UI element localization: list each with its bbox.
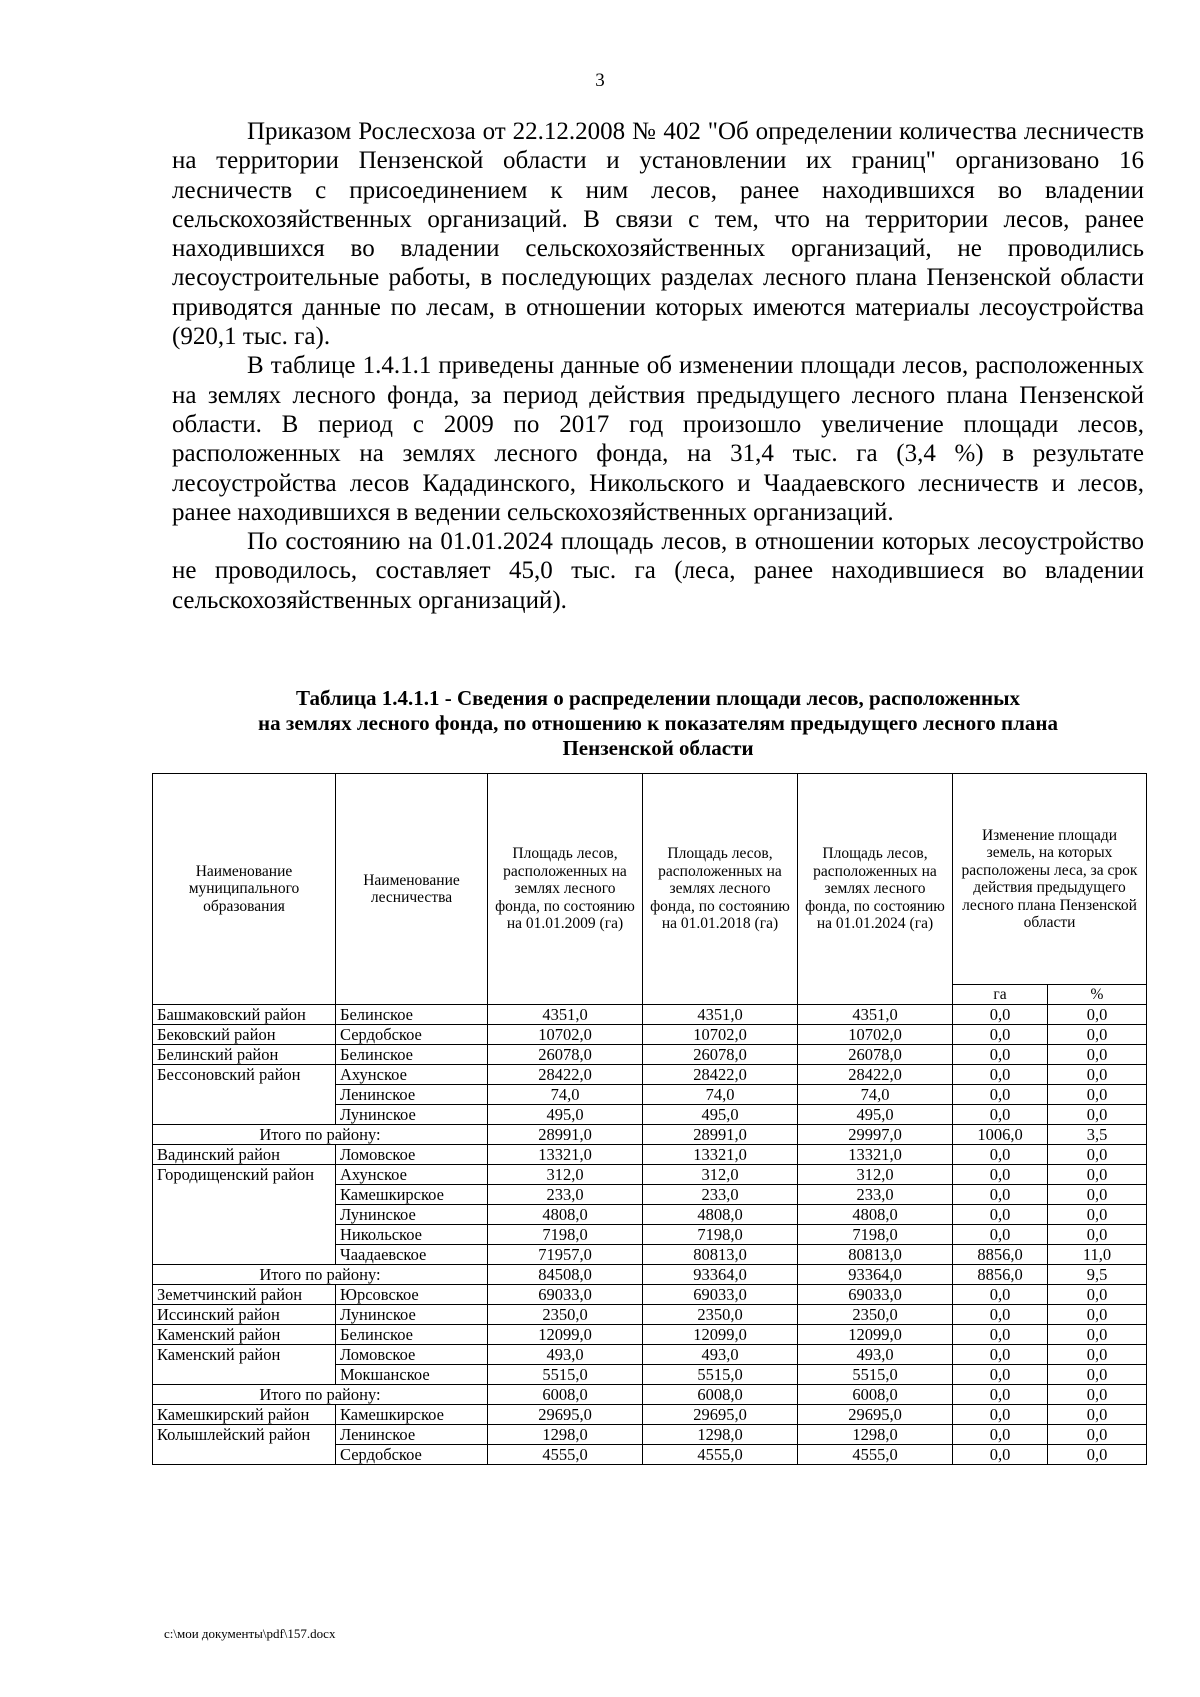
area-2024-cell: 312,0 (798, 1165, 953, 1185)
forestry-cell: Лунинское (336, 1305, 488, 1325)
change-ha-cell: 0,0 (953, 1165, 1048, 1185)
change-pct-cell: 0,0 (1048, 1185, 1147, 1205)
change-pct-cell: 0,0 (1048, 1385, 1147, 1405)
area-2018-cell: 13321,0 (643, 1145, 798, 1165)
change-ha-cell: 0,0 (953, 1425, 1048, 1445)
municipality-cell: Белинский район (153, 1045, 336, 1065)
area-2018-cell: 7198,0 (643, 1225, 798, 1245)
area-2009-cell: 2350,0 (488, 1305, 643, 1325)
area-2024-cell: 4808,0 (798, 1205, 953, 1225)
forestry-cell: Сердобское (336, 1025, 488, 1045)
forestry-cell: Белинское (336, 1325, 488, 1345)
change-pct-cell: 0,0 (1048, 1345, 1147, 1365)
area-2018-cell: 93364,0 (643, 1265, 798, 1285)
table-row (153, 1165, 1147, 1185)
header-change: Изменение площади земель, на которых расположены леса, за срок действия предыдущего лесного плана Пензенской области (953, 774, 1147, 985)
forestry-cell: Камешкирское (336, 1185, 488, 1205)
area-2024-cell: 7198,0 (798, 1225, 953, 1245)
area-2009-cell: 495,0 (488, 1105, 643, 1125)
change-ha-cell: 0,0 (953, 1065, 1048, 1085)
forestry-cell: Ломовское (336, 1345, 488, 1365)
area-2018-cell: 80813,0 (643, 1245, 798, 1265)
area-2024-cell: 5515,0 (798, 1365, 953, 1385)
change-pct-cell: 0,0 (1048, 1205, 1147, 1225)
table-row (153, 1285, 1147, 1305)
table-caption-line: на землях лесного фонда, по отношению к показателям предыдущего лесного плана (258, 711, 1058, 735)
area-2018-cell: 10702,0 (643, 1025, 798, 1045)
table-body (153, 1005, 1147, 1465)
change-pct-cell: 0,0 (1048, 1005, 1147, 1025)
paragraph-1: Приказом Рослесхоза от 22.12.2008 № 402 "Об определении количества лесничеств на территории Пензенской области и установлении их границ" организовано 16 лесничеств с присоединением к ним лесов, ранее находившихся во владении сельскохозяйственных организаций. В связи с тем, что на территории лесов, ранее находившихся во владении сельскохозяйственных организаций, не проводились лесоустроительные работы, в последующих разделах лесного плана Пензенской области приводятся данные по лесам, в отношении которых имеются материалы лесоустройства (920,1 тыс. га). (172, 118, 1144, 351)
change-ha-cell: 0,0 (953, 1285, 1048, 1305)
area-2024-cell: 4351,0 (798, 1005, 953, 1025)
table-total-row (153, 1265, 1147, 1285)
area-2009-cell: 69033,0 (488, 1285, 643, 1305)
area-2024-cell: 93364,0 (798, 1265, 953, 1285)
forestry-cell: Лунинское (336, 1205, 488, 1225)
change-ha-cell: 0,0 (953, 1305, 1048, 1325)
forestry-cell: Белинское (336, 1045, 488, 1065)
forestry-cell: Лунинское (336, 1105, 488, 1125)
change-ha-cell: 0,0 (953, 1205, 1048, 1225)
forestry-cell: Мокшанское (336, 1365, 488, 1385)
forestry-cell: Ахунское (336, 1165, 488, 1185)
area-2024-cell: 233,0 (798, 1185, 953, 1205)
area-2018-cell: 5515,0 (643, 1365, 798, 1385)
municipality-cell: Каменский район (153, 1345, 336, 1385)
change-pct-cell: 3,5 (1048, 1125, 1147, 1145)
header-pct: % (1048, 985, 1147, 1005)
change-ha-cell: 0,0 (953, 1445, 1048, 1465)
area-2024-cell: 2350,0 (798, 1305, 953, 1325)
forestry-cell: Никольское (336, 1225, 488, 1245)
table-row (153, 1005, 1147, 1025)
change-pct-cell: 0,0 (1048, 1445, 1147, 1465)
table-caption-line: Таблица 1.4.1.1 - Сведения о распределении площади лесов, расположенных (296, 686, 1020, 710)
change-pct-cell: 0,0 (1048, 1025, 1147, 1045)
area-2024-cell: 80813,0 (798, 1245, 953, 1265)
municipality-cell: Городищенский район (153, 1165, 336, 1265)
area-2018-cell: 28422,0 (643, 1065, 798, 1085)
table-row (153, 1305, 1147, 1325)
header-area-2009: Площадь лесов, расположенных на землях лесного фонда, по состоянию на 01.01.2009 (га) (488, 774, 643, 1005)
change-ha-cell: 0,0 (953, 1405, 1048, 1425)
forestry-cell: Сердобское (336, 1445, 488, 1465)
change-ha-cell: 8856,0 (953, 1245, 1048, 1265)
area-2024-cell: 1298,0 (798, 1425, 953, 1445)
municipality-cell: Земетчинский район (153, 1285, 336, 1305)
area-2009-cell: 74,0 (488, 1085, 643, 1105)
change-pct-cell: 0,0 (1048, 1365, 1147, 1385)
forestry-cell: Ленинское (336, 1085, 488, 1105)
area-2009-cell: 493,0 (488, 1345, 643, 1365)
forestry-cell: Юрсовское (336, 1285, 488, 1305)
area-2018-cell: 4808,0 (643, 1205, 798, 1225)
forestry-cell: Ломовское (336, 1145, 488, 1165)
forestry-cell: Камешкирское (336, 1405, 488, 1425)
change-ha-cell: 0,0 (953, 1345, 1048, 1365)
change-ha-cell: 8856,0 (953, 1265, 1048, 1285)
area-2018-cell: 495,0 (643, 1105, 798, 1125)
area-2024-cell: 29997,0 (798, 1125, 953, 1145)
area-2024-cell: 13321,0 (798, 1145, 953, 1165)
area-2018-cell: 74,0 (643, 1085, 798, 1105)
area-2009-cell: 84508,0 (488, 1265, 643, 1285)
area-2009-cell: 26078,0 (488, 1045, 643, 1065)
paragraph-2: В таблице 1.4.1.1 приведены данные об изменении площади лесов, расположенных на землях лесного фонда, за период действия предыдущего лесного плана Пензенской области. В период с 2009 по 2017 год произошло увеличение площади лесов, расположенных на землях лесного фонда, на 31,4 тыс. га (3,4 %) в результате лесоустройства лесов Кададинского, Никольского и Чаадаевского лесничеств и лесов, ранее находившихся в ведении сельскохозяйственных организаций. (172, 352, 1144, 526)
municipality-cell: Каменский район (153, 1325, 336, 1345)
area-2009-cell: 10702,0 (488, 1025, 643, 1045)
table-total-row (153, 1125, 1147, 1145)
area-2018-cell: 28991,0 (643, 1125, 798, 1145)
table-row (153, 1425, 1147, 1445)
change-pct-cell: 0,0 (1048, 1325, 1147, 1345)
change-pct-cell: 0,0 (1048, 1065, 1147, 1085)
forestry-cell: Ахунское (336, 1065, 488, 1085)
area-2009-cell: 5515,0 (488, 1365, 643, 1385)
municipality-cell: Иссинский район (153, 1305, 336, 1325)
area-2009-cell: 29695,0 (488, 1405, 643, 1425)
change-ha-cell: 0,0 (953, 1005, 1048, 1025)
change-pct-cell: 11,0 (1048, 1245, 1147, 1265)
area-2024-cell: 12099,0 (798, 1325, 953, 1345)
change-ha-cell: 0,0 (953, 1225, 1048, 1245)
table-row (153, 1065, 1147, 1085)
area-2024-cell: 29695,0 (798, 1405, 953, 1425)
area-2018-cell: 4555,0 (643, 1445, 798, 1465)
area-2018-cell: 6008,0 (643, 1385, 798, 1405)
area-2009-cell: 6008,0 (488, 1385, 643, 1405)
forest-area-table (152, 773, 1147, 1465)
change-ha-cell: 0,0 (953, 1085, 1048, 1105)
area-2024-cell: 493,0 (798, 1345, 953, 1365)
table-row (153, 1325, 1147, 1345)
table-row (153, 1025, 1147, 1045)
area-2024-cell: 69033,0 (798, 1285, 953, 1305)
municipality-cell: Камешкирский район (153, 1405, 336, 1425)
area-2009-cell: 71957,0 (488, 1245, 643, 1265)
area-2009-cell: 233,0 (488, 1185, 643, 1205)
table-row (153, 1345, 1147, 1365)
header-forestry: Наименование лесничества (336, 774, 488, 1005)
header-ha: га (953, 985, 1048, 1005)
change-ha-cell: 0,0 (953, 1385, 1048, 1405)
table-caption (172, 686, 1144, 761)
table-total-row (153, 1385, 1147, 1405)
change-pct-cell: 0,0 (1048, 1405, 1147, 1425)
change-pct-cell: 0,0 (1048, 1105, 1147, 1125)
paragraph-3: По состоянию на 01.01.2024 площадь лесов, в отношении которых лесоустройство не проводилось, составляет 45,0 тыс. га (леса, ранее находившиеся во владении сельскохозяйственных организаций). (172, 528, 1144, 614)
table-row (153, 1045, 1147, 1065)
area-2018-cell: 2350,0 (643, 1305, 798, 1325)
municipality-cell: Бессоновский район (153, 1065, 336, 1125)
area-2018-cell: 312,0 (643, 1165, 798, 1185)
area-2009-cell: 4351,0 (488, 1005, 643, 1025)
change-ha-cell: 0,0 (953, 1365, 1048, 1385)
change-pct-cell: 0,0 (1048, 1285, 1147, 1305)
area-2009-cell: 4808,0 (488, 1205, 643, 1225)
municipality-cell: Башмаковский район (153, 1005, 336, 1025)
change-ha-cell: 0,0 (953, 1025, 1048, 1045)
change-pct-cell: 0,0 (1048, 1225, 1147, 1245)
area-2009-cell: 312,0 (488, 1165, 643, 1185)
table-row (153, 1405, 1147, 1425)
change-pct-cell: 0,0 (1048, 1425, 1147, 1445)
change-pct-cell: 0,0 (1048, 1045, 1147, 1065)
change-pct-cell: 0,0 (1048, 1085, 1147, 1105)
header-area-2024: Площадь лесов, расположенных на землях лесного фонда, по состоянию на 01.01.2024 (га) (798, 774, 953, 1005)
change-ha-cell: 0,0 (953, 1185, 1048, 1205)
area-2009-cell: 7198,0 (488, 1225, 643, 1245)
total-label-cell: Итого по району: (153, 1265, 488, 1285)
change-pct-cell: 0,0 (1048, 1145, 1147, 1165)
header-municipality: Наименование муниципального образования (153, 774, 336, 1005)
area-2018-cell: 1298,0 (643, 1425, 798, 1445)
forestry-cell: Ленинское (336, 1425, 488, 1445)
change-ha-cell: 0,0 (953, 1105, 1048, 1125)
area-2024-cell: 10702,0 (798, 1025, 953, 1045)
forestry-cell: Чаадаевское (336, 1245, 488, 1265)
municipality-cell: Бековский район (153, 1025, 336, 1045)
area-2018-cell: 493,0 (643, 1345, 798, 1365)
municipality-cell: Вадинский район (153, 1145, 336, 1165)
change-pct-cell: 9,5 (1048, 1265, 1147, 1285)
change-ha-cell: 0,0 (953, 1325, 1048, 1345)
total-label-cell: Итого по району: (153, 1125, 488, 1145)
area-2018-cell: 4351,0 (643, 1005, 798, 1025)
change-ha-cell: 0,0 (953, 1145, 1048, 1165)
area-2018-cell: 26078,0 (643, 1045, 798, 1065)
change-ha-cell: 1006,0 (953, 1125, 1048, 1145)
area-2009-cell: 13321,0 (488, 1145, 643, 1165)
area-2024-cell: 26078,0 (798, 1045, 953, 1065)
area-2024-cell: 74,0 (798, 1085, 953, 1105)
footer-file-path: c:\мои документы\pdf\157.docx (164, 1626, 336, 1641)
page-number: 3 (595, 70, 605, 91)
area-2024-cell: 28422,0 (798, 1065, 953, 1085)
area-2024-cell: 495,0 (798, 1105, 953, 1125)
area-2018-cell: 69033,0 (643, 1285, 798, 1305)
change-ha-cell: 0,0 (953, 1045, 1048, 1065)
table-caption-line: Пензенской области (562, 736, 754, 760)
area-2018-cell: 233,0 (643, 1185, 798, 1205)
area-2018-cell: 12099,0 (643, 1325, 798, 1345)
area-2009-cell: 12099,0 (488, 1325, 643, 1345)
municipality-cell: Колышлейский район (153, 1425, 336, 1465)
body-text (172, 117, 1144, 615)
table-row (153, 1145, 1147, 1165)
area-2018-cell: 29695,0 (643, 1405, 798, 1425)
area-2009-cell: 1298,0 (488, 1425, 643, 1445)
area-2009-cell: 28991,0 (488, 1125, 643, 1145)
area-2024-cell: 4555,0 (798, 1445, 953, 1465)
area-2024-cell: 6008,0 (798, 1385, 953, 1405)
change-pct-cell: 0,0 (1048, 1165, 1147, 1185)
area-2009-cell: 28422,0 (488, 1065, 643, 1085)
area-2009-cell: 4555,0 (488, 1445, 643, 1465)
total-label-cell: Итого по району: (153, 1385, 488, 1405)
forestry-cell: Белинское (336, 1005, 488, 1025)
change-pct-cell: 0,0 (1048, 1305, 1147, 1325)
header-area-2018: Площадь лесов, расположенных на землях лесного фонда, по состоянию на 01.01.2018 (га) (643, 774, 798, 1005)
